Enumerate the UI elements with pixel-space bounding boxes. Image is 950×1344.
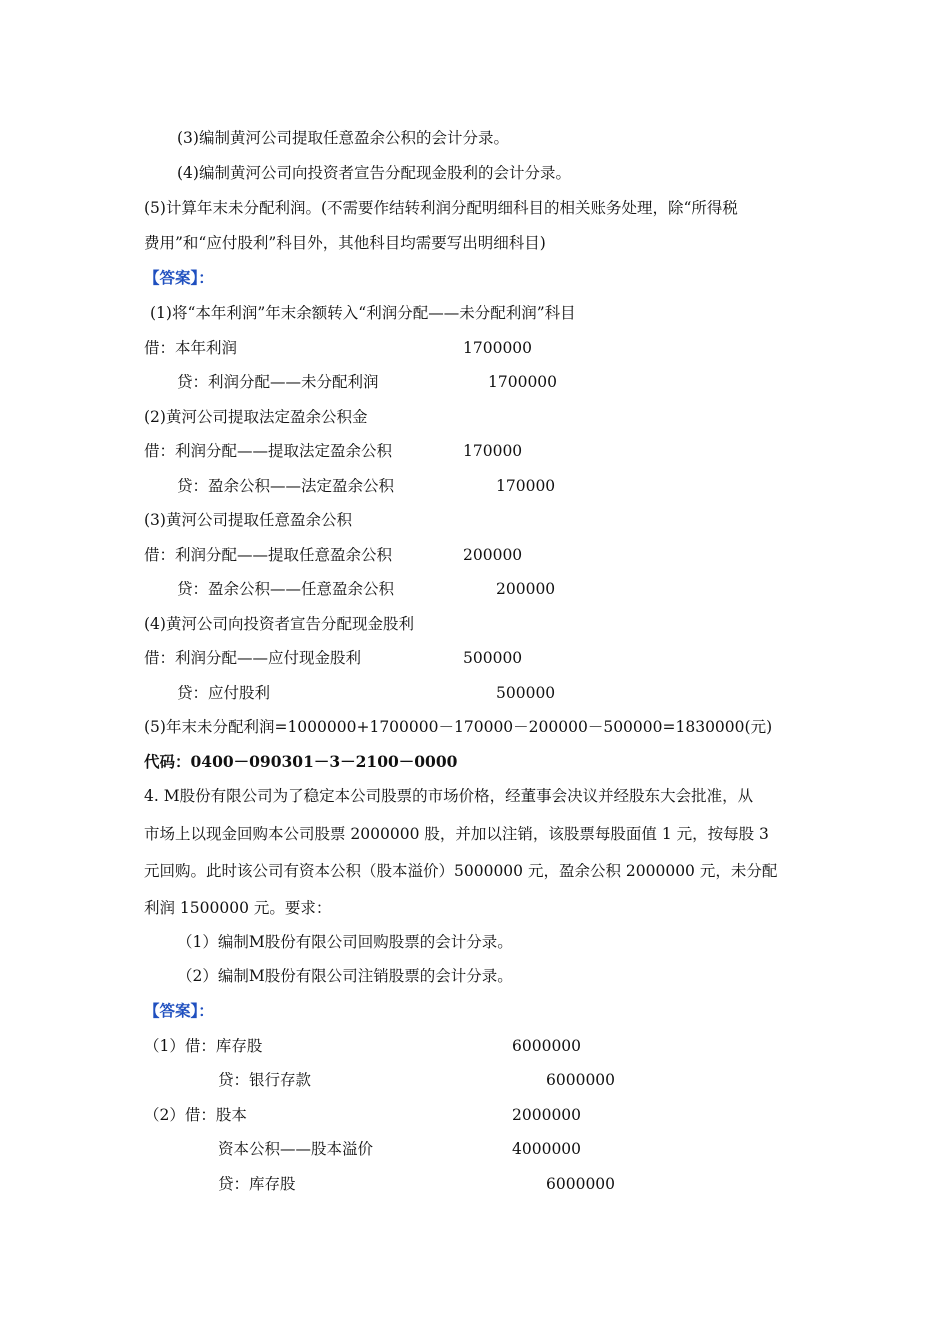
entry-2-credit-amount: 6000000 bbox=[546, 1175, 616, 1193]
journal-debit: 借：利润分配——应付现金股利 bbox=[144, 649, 362, 667]
question-4-line1: 4. M股份有限公司为了稳定本公司股票的市场价格，经董事会决议并经股东大会批准，从 bbox=[144, 787, 754, 805]
entry-2-debit-amount: 2000000 bbox=[512, 1106, 582, 1124]
requirement-5-line1: (5)计算年末未分配利润。(不需要作结转利润分配明细科目的相关账务处理，除“所得税 bbox=[144, 199, 738, 217]
entry-2-credit: 贷：库存股 bbox=[218, 1175, 296, 1193]
journal-debit-amount: 500000 bbox=[463, 649, 523, 667]
journal-credit-amount: 500000 bbox=[496, 684, 556, 702]
entry-1-debit-amount: 6000000 bbox=[512, 1037, 582, 1055]
journal-credit-amount: 1700000 bbox=[488, 373, 558, 391]
journal-debit: 借：本年利润 bbox=[144, 339, 238, 357]
entry-1-credit-amount: 6000000 bbox=[546, 1071, 616, 1089]
journal-debit: 借：利润分配——提取任意盈余公积 bbox=[144, 546, 393, 564]
question-4-req2: （2）编制M股份有限公司注销股票的会计分录。 bbox=[177, 967, 513, 985]
journal-credit-amount: 200000 bbox=[496, 580, 556, 598]
requirement-4: (4)编制黄河公司向投资者宣告分配现金股利的会计分录。 bbox=[177, 164, 571, 182]
answer-label: 【答案】： bbox=[144, 268, 214, 287]
answer-label: 【答案】： bbox=[144, 1001, 214, 1020]
journal-credit: 贷：应付股利 bbox=[177, 684, 271, 702]
journal-debit-amount: 200000 bbox=[463, 546, 523, 564]
journal-debit-amount: 1700000 bbox=[463, 339, 533, 357]
requirement-5-line2: 费用”和“应付股利”科目外，其他科目均需要写出明细科目) bbox=[144, 234, 546, 252]
answer-step-4-title: (4)黄河公司向投资者宣告分配现金股利 bbox=[144, 615, 414, 633]
question-4-line2: 市场上以现金回购本公司股票 2000000 股，并加以注销，该股票每股面值 1 元，按每股 3 bbox=[144, 825, 769, 843]
entry-2-debit-line2-amount: 4000000 bbox=[512, 1140, 582, 1158]
journal-credit: 贷：利润分配——未分配利润 bbox=[177, 373, 379, 391]
entry-2-debit-line2: 资本公积——股本溢价 bbox=[218, 1140, 374, 1158]
code-line: 代码：0400－090301－3－2100－0000 bbox=[144, 752, 458, 771]
question-4-req1: （1）编制M股份有限公司回购股票的会计分录。 bbox=[177, 933, 513, 951]
entry-1-debit: （1）借：库存股 bbox=[144, 1037, 263, 1055]
question-4-line4: 利润 1500000 元。要求： bbox=[144, 899, 332, 917]
answer-step-2-title: (2)黄河公司提取法定盈余公积金 bbox=[144, 408, 368, 426]
requirement-3: (3)编制黄河公司提取任意盈余公积的会计分录。 bbox=[177, 129, 509, 147]
journal-credit: 贷：盈余公积——法定盈余公积 bbox=[177, 477, 395, 495]
entry-1-credit: 贷：银行存款 bbox=[218, 1071, 312, 1089]
question-4-line3: 元回购。此时该公司有资本公积（股本溢价）5000000 元，盈余公积 2000000 元，未分配 bbox=[144, 862, 778, 880]
answer-step-1-title: (1)将“本年利润”年末余额转入“利润分配——未分配利润”科目 bbox=[150, 304, 576, 322]
answer-step-3-title: (3)黄河公司提取任意盈余公积 bbox=[144, 511, 352, 529]
answer-step-5: (5)年末未分配利润=1000000+1700000－170000－200000－500000=1830000(元) bbox=[144, 718, 773, 736]
journal-credit-amount: 170000 bbox=[496, 477, 556, 495]
journal-credit: 贷：盈余公积——任意盈余公积 bbox=[177, 580, 395, 598]
entry-2-debit: （2）借：股本 bbox=[144, 1106, 247, 1124]
journal-debit: 借：利润分配——提取法定盈余公积 bbox=[144, 442, 393, 460]
journal-debit-amount: 170000 bbox=[463, 442, 523, 460]
